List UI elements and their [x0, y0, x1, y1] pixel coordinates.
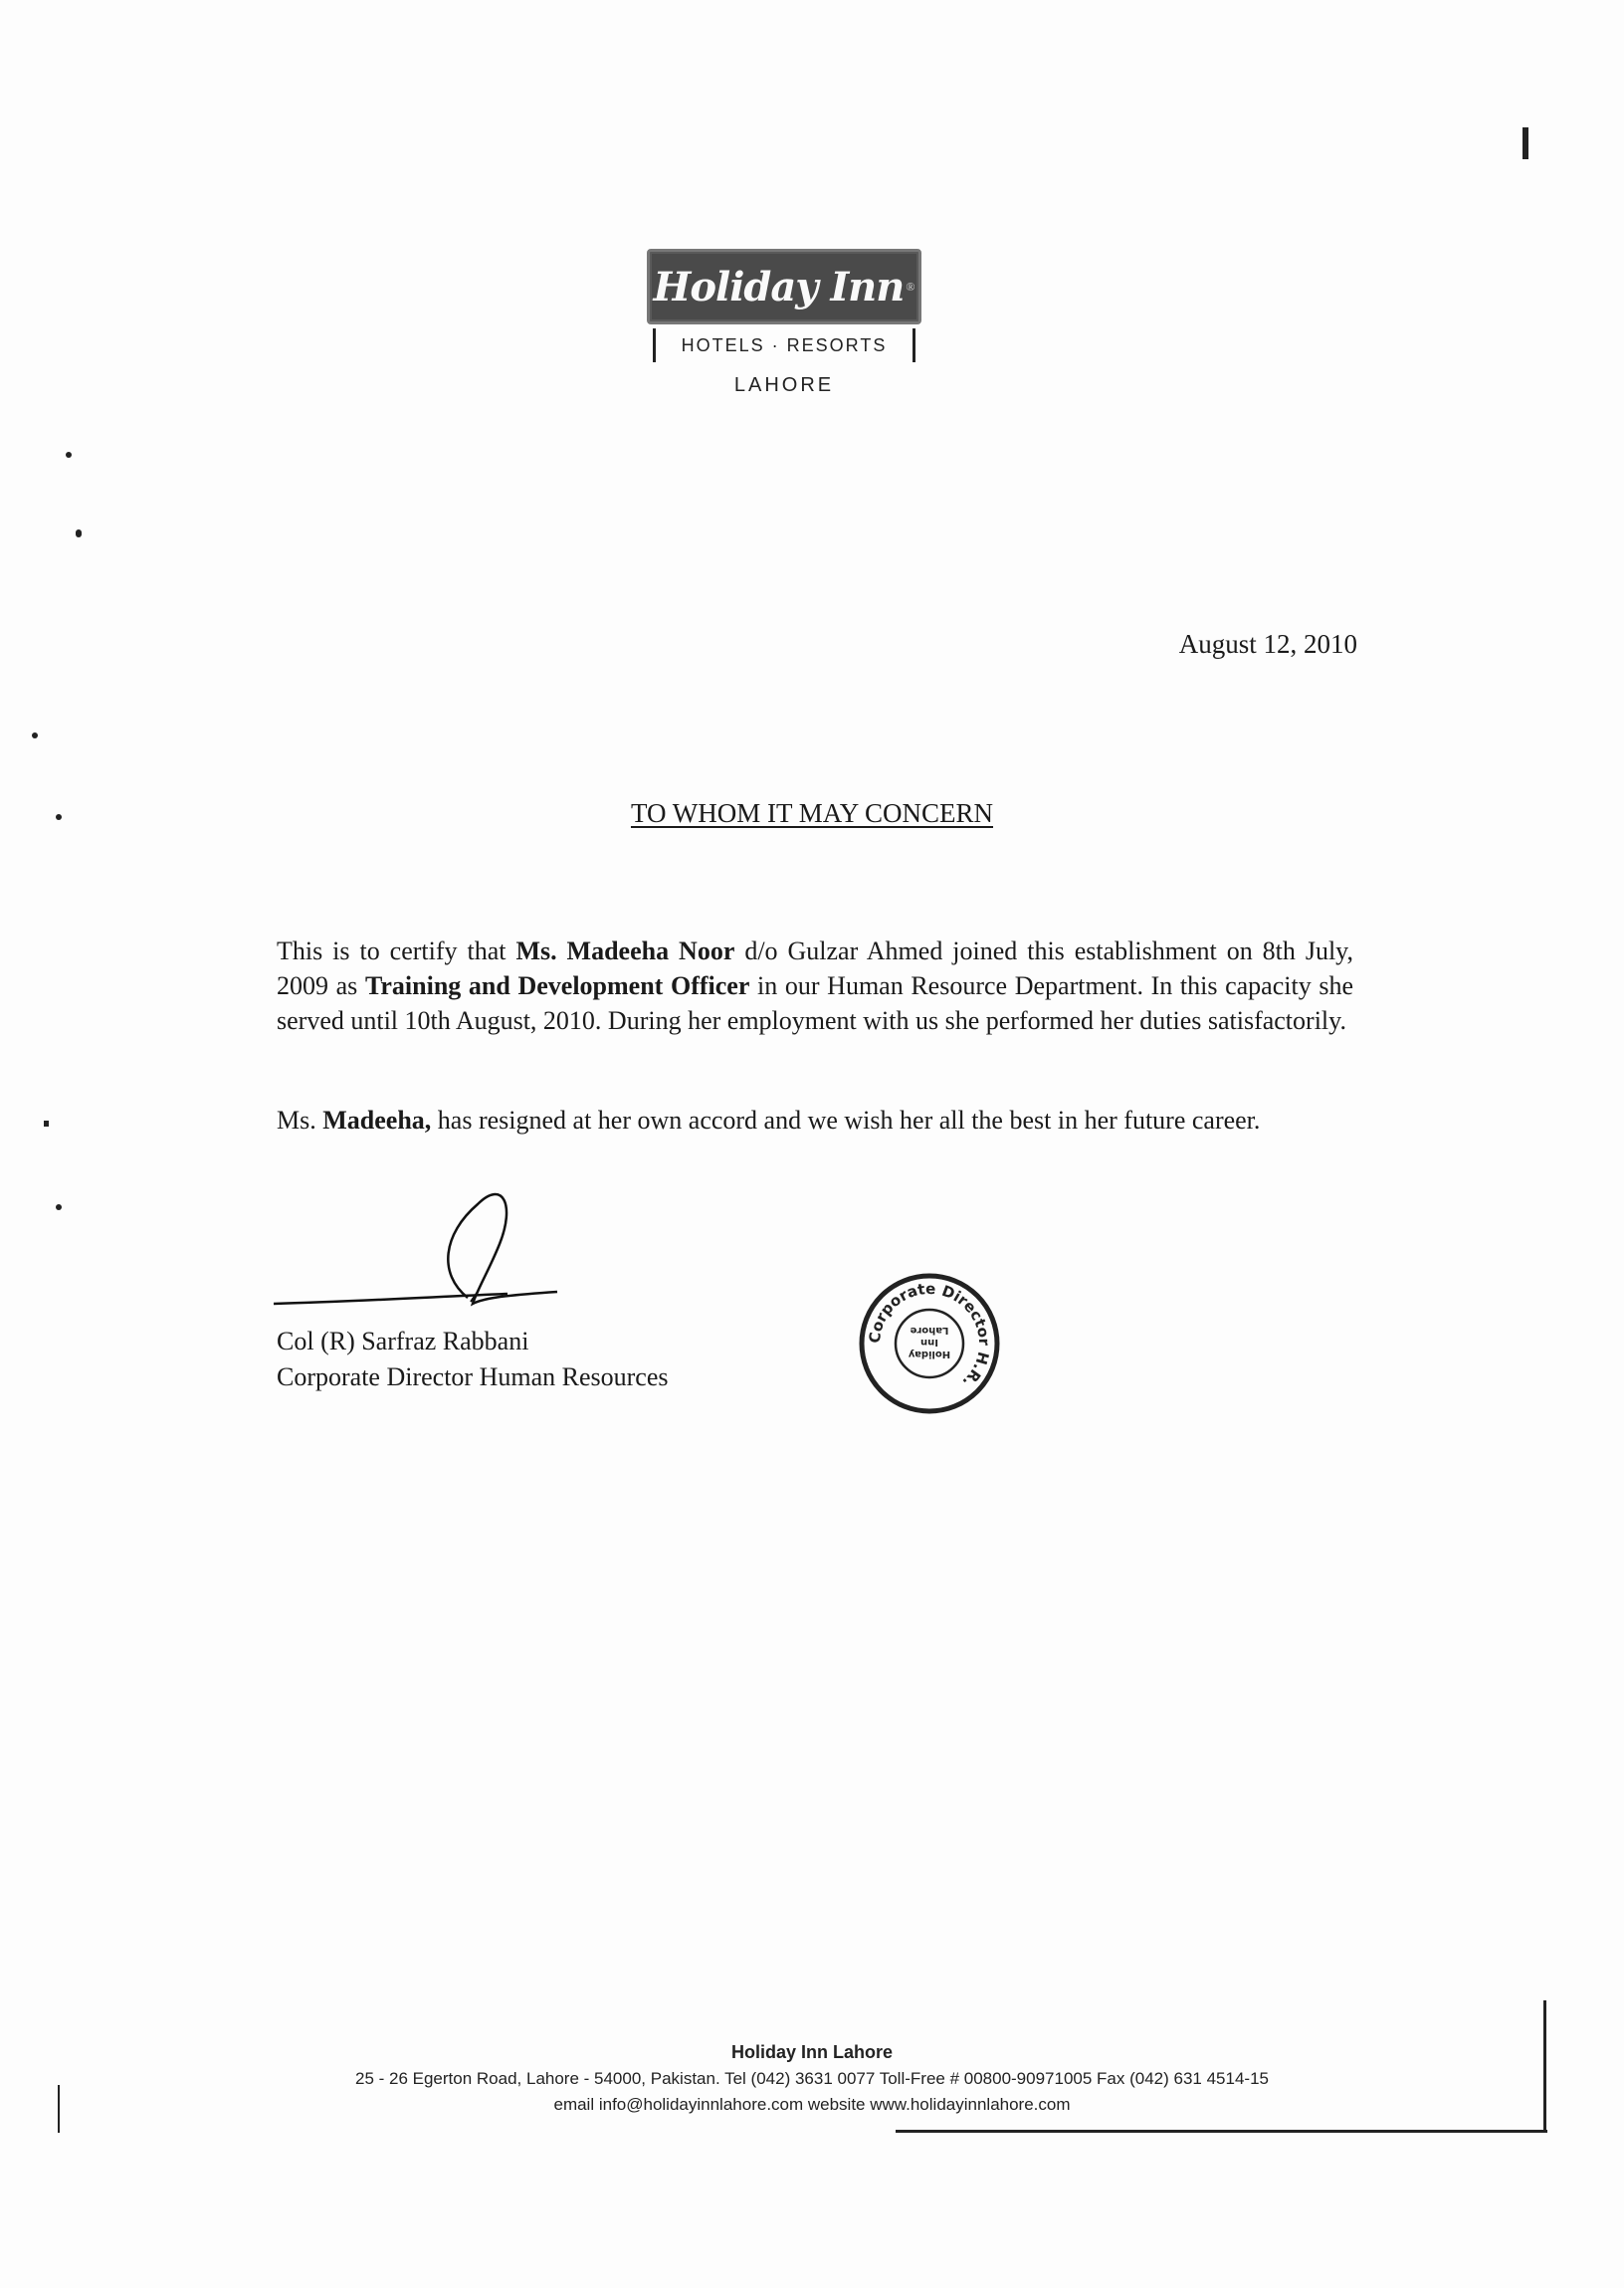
registered-mark: ® — [906, 279, 915, 294]
scan-dot — [56, 1204, 62, 1210]
logo-badge — [647, 249, 921, 324]
logo-tagline: HOTELS · RESORTS — [653, 328, 915, 362]
p2-text: has resigned at her own accord and we wish her all the best in her future career. — [431, 1106, 1261, 1135]
scan-line — [58, 2085, 60, 2133]
p2-text: Ms. — [277, 1106, 323, 1135]
scan-dot — [32, 732, 38, 738]
signatory-name: Col (R) Sarfraz Rabbani — [277, 1327, 529, 1355]
footer-contact: email info@holidayinnlahore.com website www.holidayinnlahore.com — [553, 2095, 1071, 2114]
footer-hotel-name: Holiday Inn Lahore — [730, 2042, 894, 2062]
signatory-title: Corporate Director Human Resources — [277, 1362, 669, 1391]
scan-mark — [1522, 127, 1528, 159]
p1-text: This is to certify that — [277, 936, 516, 965]
stamp-center-line2: Inn — [920, 1337, 938, 1348]
scan-dot — [66, 452, 72, 458]
letter-date: August 12, 2010 — [1178, 629, 1357, 659]
logo-brand-name: Holiday Inn — [653, 263, 905, 311]
letterhead-footer — [0, 2042, 1624, 2115]
footer-address: 25 - 26 Egerton Road, Lahore - 54000, Pakistan. Tel (042) 3631 0077 Toll-Free # 00800-90971005 Fax (042) 631 4514-15 — [354, 2069, 1269, 2088]
employee-first-name: Madeeha, — [322, 1106, 432, 1135]
subject-text: TO WHOM IT MAY CONCERN — [630, 798, 994, 828]
department-stamp — [858, 1272, 1001, 1415]
stamp-center-line1: Holiday — [908, 1349, 951, 1359]
scan-dot — [76, 529, 82, 537]
footer-rule — [896, 2130, 1547, 2133]
letter-subject — [0, 798, 1624, 829]
stamp-center-line3: Lahore — [910, 1325, 949, 1336]
paragraph-certification — [277, 934, 1353, 1038]
paragraph-resignation — [277, 1103, 1353, 1138]
logo-city: LAHORE — [733, 374, 835, 396]
handwritten-signature — [269, 1164, 567, 1314]
scan-dot — [56, 814, 62, 820]
job-title: Training and Development Officer — [364, 971, 750, 1000]
footer-vertical-rule — [1543, 2000, 1546, 2132]
p1-text: d/o Gulzar Ahmed joined this establishment on 8th July, 2009 as — [277, 936, 1353, 1000]
p1-text: in our Human Resource Department. In this capacity she served until 10th August, 2010. During her employment with us she performed her duties satisfactorily. — [277, 971, 1353, 1035]
stamp-ring-text: Corporate Director H.R. — [865, 1279, 994, 1392]
employee-name: Ms. Madeeha Noor — [515, 936, 735, 965]
hotel-logo — [647, 249, 921, 397]
scan-dot — [44, 1121, 49, 1127]
